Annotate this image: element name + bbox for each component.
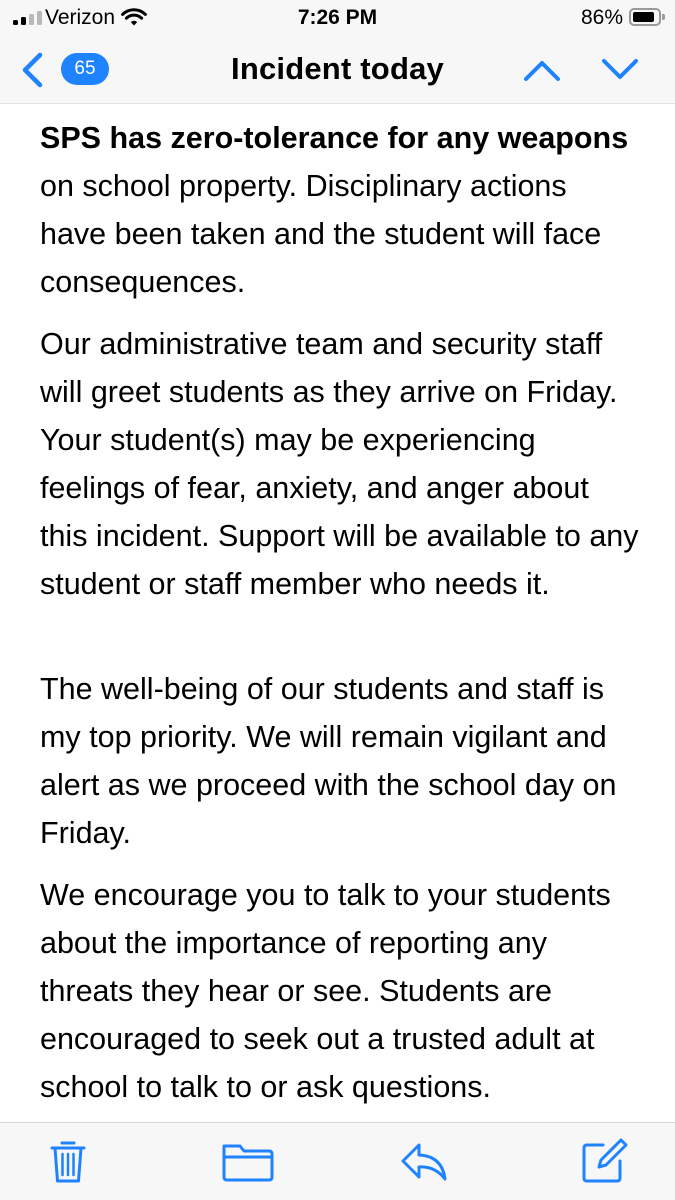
battery-level-fill: [633, 12, 654, 22]
paragraph-text: Our administrative team and security staff will greet students as they arrive on Friday. Your student(s) may be experiencing feelings of fear, anxiety, and anger about this incident. Support will be available to any student or staff member who needs it.: [40, 327, 639, 601]
compose-icon: [579, 1137, 629, 1185]
clock: 7:26 PM: [297, 6, 378, 29]
status-bar: [0, 0, 675, 40]
bottom-toolbar: [0, 1122, 675, 1200]
message-paragraph: [40, 665, 640, 857]
message-body[interactable]: [0, 105, 675, 1122]
message-paragraph: [40, 871, 640, 1111]
chevron-down-icon: [598, 52, 642, 88]
message-subject-title: Incident today: [231, 51, 444, 86]
compose-button[interactable]: [579, 1137, 629, 1185]
delete-button[interactable]: [43, 1137, 93, 1185]
battery-percentage: 86%: [580, 6, 623, 29]
previous-message-button[interactable]: [520, 52, 564, 88]
battery-icon: [629, 8, 661, 26]
reply-icon: [399, 1137, 449, 1185]
unread-count-badge[interactable]: 65: [61, 53, 109, 85]
battery-terminal: [662, 14, 665, 20]
trash-icon: [43, 1137, 93, 1185]
chevron-up-icon: [520, 52, 564, 88]
next-message-button[interactable]: [598, 52, 642, 88]
paragraph-text: We encourage you to talk to your students about the importance of reporting any threats they hear or see. Students are encouraged to seek out a trusted adult at school to talk to or ask questions.: [40, 878, 611, 1104]
message-paragraph: [40, 320, 640, 608]
move-to-folder-button[interactable]: [221, 1137, 271, 1185]
emphasized-text: SPS has zero-tolerance for any weapons: [40, 121, 629, 155]
paragraph-text: The well-being of our students and staff is my top priority. We will remain vigilant and alert as we proceed with the school day on Friday.: [40, 672, 617, 850]
navigation-bar: [0, 40, 675, 104]
paragraph-text: on school property. Disciplinary actions have been taken and the student will face consequences.: [40, 169, 602, 299]
reply-button[interactable]: [399, 1137, 449, 1185]
folder-icon: [221, 1137, 275, 1185]
message-paragraph: [40, 114, 640, 306]
carrier-name: Verizon: [45, 6, 116, 29]
